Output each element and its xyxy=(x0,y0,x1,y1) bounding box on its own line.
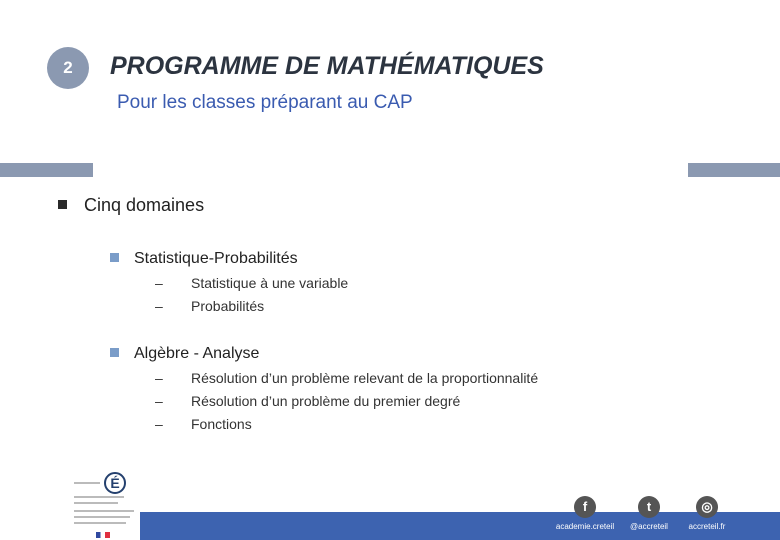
social-caption: academie.creteil xyxy=(555,522,615,531)
subdomain-label: Fonctions xyxy=(191,416,252,432)
logo-e-emblem: É xyxy=(104,472,126,494)
education-ministry-logo xyxy=(66,472,140,540)
slide-subtitle: Pour les classes préparant au CAP xyxy=(117,92,413,113)
subdomain-item xyxy=(155,298,264,314)
dash-bullet: – xyxy=(155,416,163,432)
subdomain-item xyxy=(155,275,348,291)
subdomain-label: Résolution d’un problème relevant de la proportionnalité xyxy=(191,370,539,386)
subdomain-label: Statistique à une variable xyxy=(191,275,349,291)
square-bullet-icon xyxy=(110,253,119,262)
square-bullet-icon xyxy=(58,200,67,209)
domain-item xyxy=(110,250,298,268)
subdomain-label: Probabilités xyxy=(191,298,265,314)
french-flag-icon xyxy=(96,532,110,538)
dribbble-icon[interactable]: ◎ xyxy=(696,496,718,518)
domains-heading-text: Cinq domaines xyxy=(84,195,205,215)
dash-bullet: – xyxy=(155,370,163,386)
subdomain-item xyxy=(155,393,460,409)
dash-bullet: – xyxy=(155,275,163,291)
decorative-band-left xyxy=(0,163,93,177)
domains-heading xyxy=(58,195,204,216)
subdomain-label: Résolution d’un problème du premier degré xyxy=(191,393,461,409)
social-facebook[interactable] xyxy=(550,496,620,531)
domain-item xyxy=(110,345,259,363)
slide-number-badge: 2 xyxy=(47,47,89,89)
domain-label: Algèbre - Analyse xyxy=(134,345,260,362)
subdomain-item xyxy=(155,416,252,432)
facebook-icon[interactable]: f xyxy=(574,496,596,518)
dash-bullet: – xyxy=(155,298,163,314)
social-caption: accreteil.fr xyxy=(688,522,726,531)
twitter-icon[interactable]: t xyxy=(638,496,660,518)
domain-label: Statistique-Probabilités xyxy=(134,250,298,267)
slide-title: PROGRAMME DE MATHÉMATIQUES xyxy=(110,52,544,80)
subdomain-item xyxy=(155,370,538,386)
decorative-band-right xyxy=(688,163,780,177)
square-bullet-icon xyxy=(110,348,119,357)
social-web[interactable] xyxy=(672,496,742,531)
social-caption: @accreteil xyxy=(630,522,668,531)
dash-bullet: – xyxy=(155,393,163,409)
